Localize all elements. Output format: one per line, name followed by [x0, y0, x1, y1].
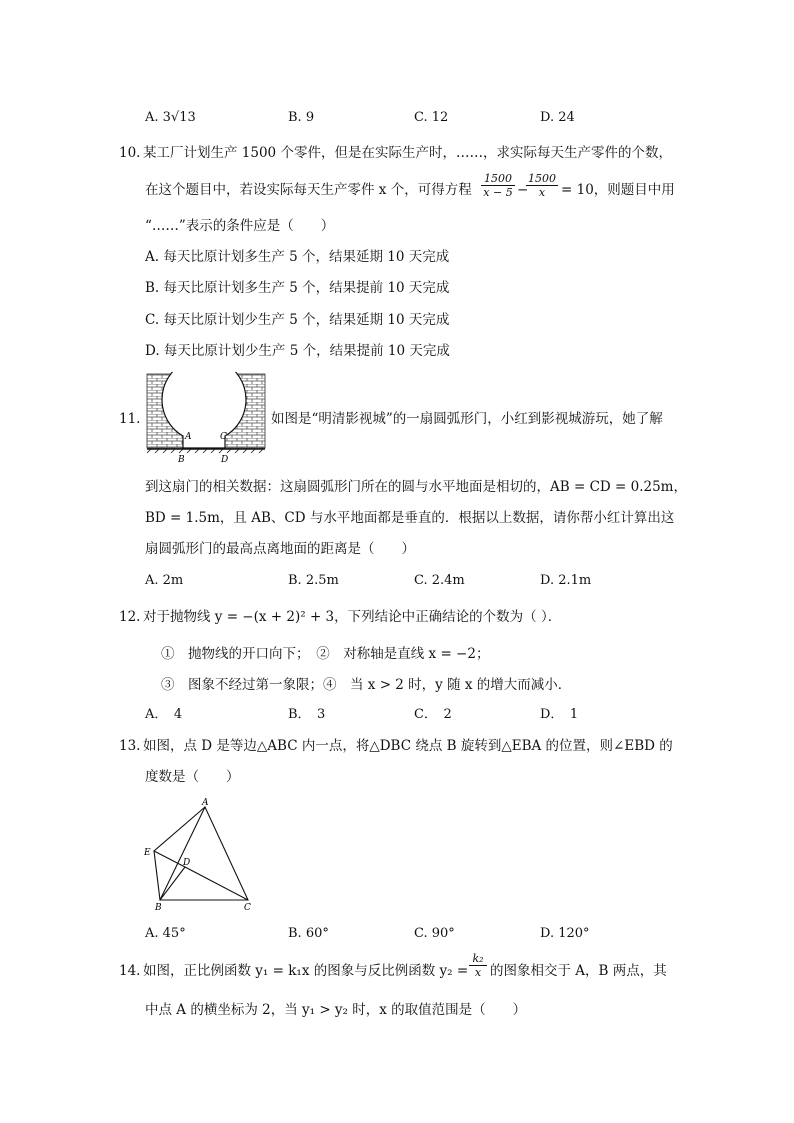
q10-number: 10. — [119, 145, 141, 161]
q11-number: 11. — [119, 411, 141, 427]
q12-option-c: C． 2 — [414, 707, 452, 722]
q9-option-d: D. 24 — [540, 110, 575, 125]
q10-frac1-numerator: 1500 — [481, 172, 515, 186]
q11-line3: BD = 1.5m，且 AB、CD 与水平地面都是垂直的．根据以上数据，请你帮小红计算出这 — [145, 510, 675, 526]
q10-option-b: B. 每天比原计划多生产 5 个，结果提前 10 天完成 — [145, 280, 450, 296]
q11-label-d: D — [221, 455, 229, 464]
q10-frac1-denominator: x − 5 — [483, 186, 513, 199]
q11-label-a: A — [185, 432, 192, 442]
q13-line1: 如图，点 D 是等边△ABC 内一点，将△DBC 绕点 B 旋转到△EBA 的位置，则∠EBD 的 — [143, 738, 673, 754]
q10-line2b: = 10，则题目中用 — [561, 182, 675, 198]
q13-label-e: E — [144, 848, 151, 858]
q14-frac-numerator: k₂ — [469, 952, 487, 966]
q11-arch-door-figure — [145, 372, 267, 464]
q10-option-d: D. 每天比原计划少生产 5 个，结果提前 10 天完成 — [145, 343, 450, 359]
q10-frac2-numerator: 1500 — [528, 172, 556, 185]
q10-fraction-2 — [526, 172, 558, 199]
q13-label-a: A — [202, 798, 209, 808]
q10-frac2-denominator: x — [538, 186, 546, 199]
q13-label-c: C — [244, 903, 251, 913]
q13-option-d: D. 120° — [540, 926, 590, 941]
q12-item1: ① 抛物线的开口向下； ② 对称轴是直线 x = −2； — [161, 646, 490, 662]
q14-line2: 中点 A 的横坐标为 2，当 y₁ > y₂ 时，x 的取值范围是（ ） — [145, 1002, 527, 1018]
q11-option-c: C. 2.4m — [414, 573, 465, 588]
q12-number: 12. — [119, 609, 141, 625]
triangle-abc — [160, 807, 248, 900]
q11-label-c: C — [220, 432, 227, 442]
q11-label-b: B — [178, 455, 185, 464]
q13-option-b: B. 60° — [288, 926, 329, 941]
q10-fraction-1 — [481, 172, 515, 199]
q11-option-b: B. 2.5m — [288, 573, 339, 588]
q10-line2a: 在这个题目中，若设实际每天生产零件 x 个，可得方程 — [145, 182, 472, 198]
q9-option-b: B. 9 — [288, 110, 315, 125]
q11-line4: 扇圆弧形门的最高点离地面的距离是（ ） — [145, 541, 415, 557]
q13-option-a: A. 45° — [145, 926, 186, 941]
q14-fraction — [469, 952, 487, 979]
q10-option-a: A. 每天比原计划多生产 5 个，结果延期 10 天完成 — [145, 249, 450, 265]
q12-option-d: D． 1 — [540, 707, 579, 722]
q11-line2: 到这扇门的相关数据：这扇圆弧形门所在的圆与水平地面是相切的，AB = CD = 0.25m， — [145, 479, 687, 495]
q10-line3: “……”表示的条件应是（ ） — [145, 218, 335, 234]
q13-option-c: C. 90° — [414, 926, 455, 941]
q14-frac-denominator: x — [474, 966, 482, 979]
q13-label-d: D — [183, 858, 191, 868]
q14-line1a: 如图，正比例函数 y₁ = k₁x 的图象与反比例函数 y₂ = — [143, 963, 469, 979]
q14-line1b: 的图象相交于 A，B 两点，其 — [490, 963, 667, 979]
q11-option-a: A. 2m — [145, 573, 184, 588]
q10-minus: − — [517, 182, 529, 198]
q12-item2: ③ 图象不经过第一象限；④ 当 x > 2 时，y 随 x 的增大而减小． — [161, 677, 572, 693]
q13-number: 13. — [119, 738, 141, 754]
q14-number: 14. — [119, 963, 141, 979]
q9-option-c: C. 12 — [414, 110, 449, 125]
q13-line2: 度数是（ ） — [145, 769, 240, 785]
q12-option-a: A． 4 — [145, 707, 183, 722]
q12-option-b: B． 3 — [288, 707, 326, 722]
q10-line1: 某工厂计划生产 1500 个零件，但是在实际生产时，……，求实际每天生产零件的个数， — [143, 145, 672, 161]
q11-option-d: D. 2.1m — [540, 573, 592, 588]
q13-label-b: B — [155, 903, 162, 913]
q13-triangle-figure — [140, 795, 260, 915]
q12-line1: 对于抛物线 y = −(x + 2)² + 3，下列结论中正确结论的个数为（ ）． — [143, 609, 562, 625]
q10-option-c: C. 每天比原计划少生产 5 个，结果延期 10 天完成 — [145, 312, 450, 328]
q11-line1: 如图是“明清影视城”的一扇圆弧形门，小红到影视城游玩，她了解 — [271, 411, 663, 427]
q9-option-a: A. 3√13 — [145, 110, 196, 125]
